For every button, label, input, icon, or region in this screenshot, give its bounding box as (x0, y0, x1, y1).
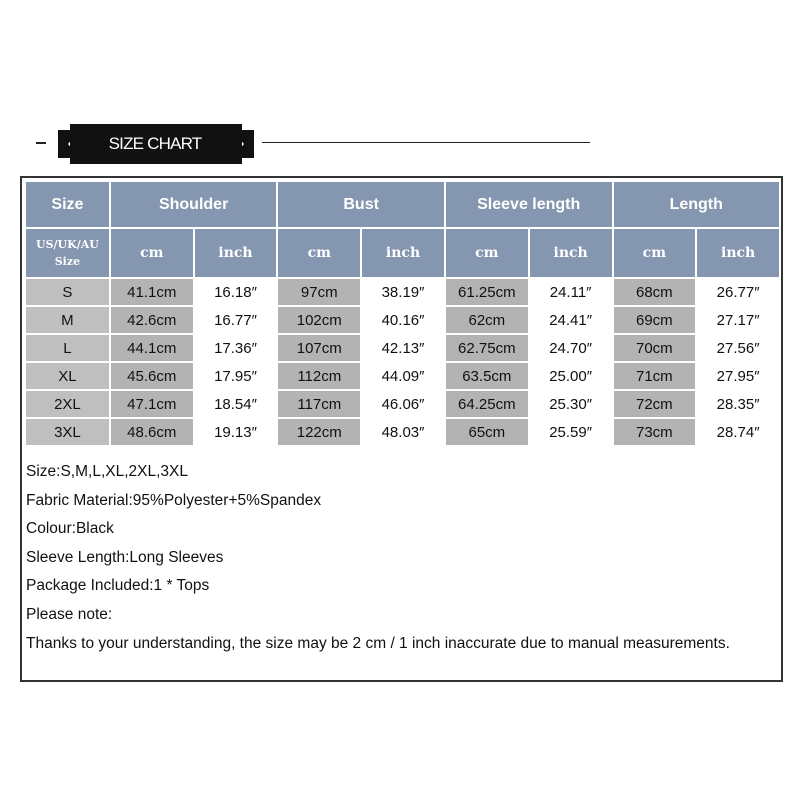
length-cm-cell: 69cm (614, 307, 696, 333)
col-header-shoulder: Shoulder (111, 182, 277, 227)
table-unit-row (26, 229, 779, 277)
length-inch-cell: 28.74″ (697, 419, 779, 445)
sleeve-inch-cell: 24.70″ (530, 335, 612, 361)
shoulder-cm-cell: 42.6cm (111, 307, 193, 333)
table-row (26, 279, 779, 305)
length-cm-cell: 68cm (614, 279, 696, 305)
bust-cm-cell: 97cm (278, 279, 360, 305)
sleeve-inch-cell: 25.30″ (530, 391, 612, 417)
shoulder-cm-cell: 47.1cm (111, 391, 193, 417)
bust-inch-cell: 46.06″ (362, 391, 444, 417)
length-inch-cell: 26.77″ (697, 279, 779, 305)
note-sleeve: Sleeve Length:Long Sleeves (26, 548, 224, 566)
sleeve-cm-cell: 62.75cm (446, 335, 528, 361)
bust-cm-cell: 112cm (278, 363, 360, 389)
note-sizes: Size:S,M,L,XL,2XL,3XL (26, 463, 188, 480)
bust-inch-cell: 38.19″ (362, 279, 444, 305)
bust-inch-cell: 48.03″ (362, 419, 444, 445)
unit-inch: inch (530, 229, 612, 277)
table-row (26, 335, 779, 361)
sleeve-cm-cell: 62cm (446, 307, 528, 333)
table-row (26, 391, 779, 417)
bust-inch-cell: 44.09″ (362, 363, 444, 389)
length-inch-cell: 27.56″ (697, 335, 779, 361)
size-cell: 3XL (26, 419, 109, 445)
bust-cm-cell: 107cm (278, 335, 360, 361)
header-dash (36, 142, 46, 144)
col-header-bust: Bust (278, 182, 444, 227)
length-inch-cell: 27.95″ (697, 363, 779, 389)
size-table (24, 180, 781, 447)
sleeve-inch-cell: 25.59″ (530, 419, 612, 445)
sleeve-cm-cell: 61.25cm (446, 279, 528, 305)
shoulder-cm-cell: 48.6cm (111, 419, 193, 445)
shoulder-inch-cell: 19.13″ (195, 419, 277, 445)
length-cm-cell: 71cm (614, 363, 696, 389)
page-title: SIZE CHART (108, 134, 202, 153)
length-cm-cell: 72cm (614, 391, 696, 417)
size-region-label (26, 229, 109, 277)
sleeve-inch-cell: 24.41″ (530, 307, 612, 333)
col-header-size: Size (26, 182, 109, 227)
bust-cm-cell: 102cm (278, 307, 360, 333)
sleeve-cm-cell: 64.25cm (446, 391, 528, 417)
size-chart-header (0, 118, 800, 168)
table-row (26, 307, 779, 333)
col-header-sleeve-length: Sleeve length (446, 182, 612, 227)
length-cm-cell: 70cm (614, 335, 696, 361)
shoulder-inch-cell: 17.36″ (195, 335, 277, 361)
bust-inch-cell: 42.13″ (362, 335, 444, 361)
shoulder-inch-cell: 16.18″ (195, 279, 277, 305)
unit-inch: inch (697, 229, 779, 277)
bust-cm-cell: 122cm (278, 419, 360, 445)
note-disclaimer: Thanks to your understanding, the size may be 2 cm / 1 inch inaccurate due to manual measurements. (26, 634, 730, 652)
note-package: Package Included:1 * Tops (26, 577, 210, 595)
header-rule (262, 142, 590, 143)
size-region-line1: US/UK/AU (36, 238, 99, 251)
col-header-length: Length (614, 182, 780, 227)
length-inch-cell: 28.35″ (697, 391, 779, 417)
shoulder-inch-cell: 17.95″ (195, 363, 277, 389)
sleeve-cm-cell: 65cm (446, 419, 528, 445)
size-cell: 2XL (26, 391, 109, 417)
size-cell: S (26, 279, 109, 305)
note-please-note: Please note: (26, 605, 113, 623)
note-fabric: Fabric Material:95%Polyester+5%Spandex (26, 491, 322, 509)
sleeve-inch-cell: 24.11″ (530, 279, 612, 305)
unit-cm: cm (111, 229, 193, 277)
size-cell: L (26, 335, 109, 361)
sleeve-cm-cell: 63.5cm (446, 363, 528, 389)
size-region-line2: Size (54, 255, 81, 268)
size-cell: M (26, 307, 109, 333)
unit-cm: cm (446, 229, 528, 277)
unit-inch: inch (195, 229, 277, 277)
bust-inch-cell: 40.16″ (362, 307, 444, 333)
shoulder-cm-cell: 45.6cm (111, 363, 193, 389)
unit-cm: cm (614, 229, 696, 277)
size-cell: XL (26, 363, 109, 389)
unit-cm: cm (278, 229, 360, 277)
product-notes (26, 458, 730, 658)
shoulder-inch-cell: 18.54″ (195, 391, 277, 417)
length-cm-cell: 73cm (614, 419, 696, 445)
table-row (26, 419, 779, 445)
unit-inch: inch (362, 229, 444, 277)
length-inch-cell: 27.17″ (697, 307, 779, 333)
size-chart-box (20, 176, 783, 682)
shoulder-cm-cell: 44.1cm (111, 335, 193, 361)
sleeve-inch-cell: 25.00″ (530, 363, 612, 389)
note-colour: Colour:Black (26, 520, 114, 538)
table-row (26, 363, 779, 389)
table-header-row (26, 182, 779, 227)
shoulder-cm-cell: 41.1cm (111, 279, 193, 305)
shoulder-inch-cell: 16.77″ (195, 307, 277, 333)
bust-cm-cell: 117cm (278, 391, 360, 417)
